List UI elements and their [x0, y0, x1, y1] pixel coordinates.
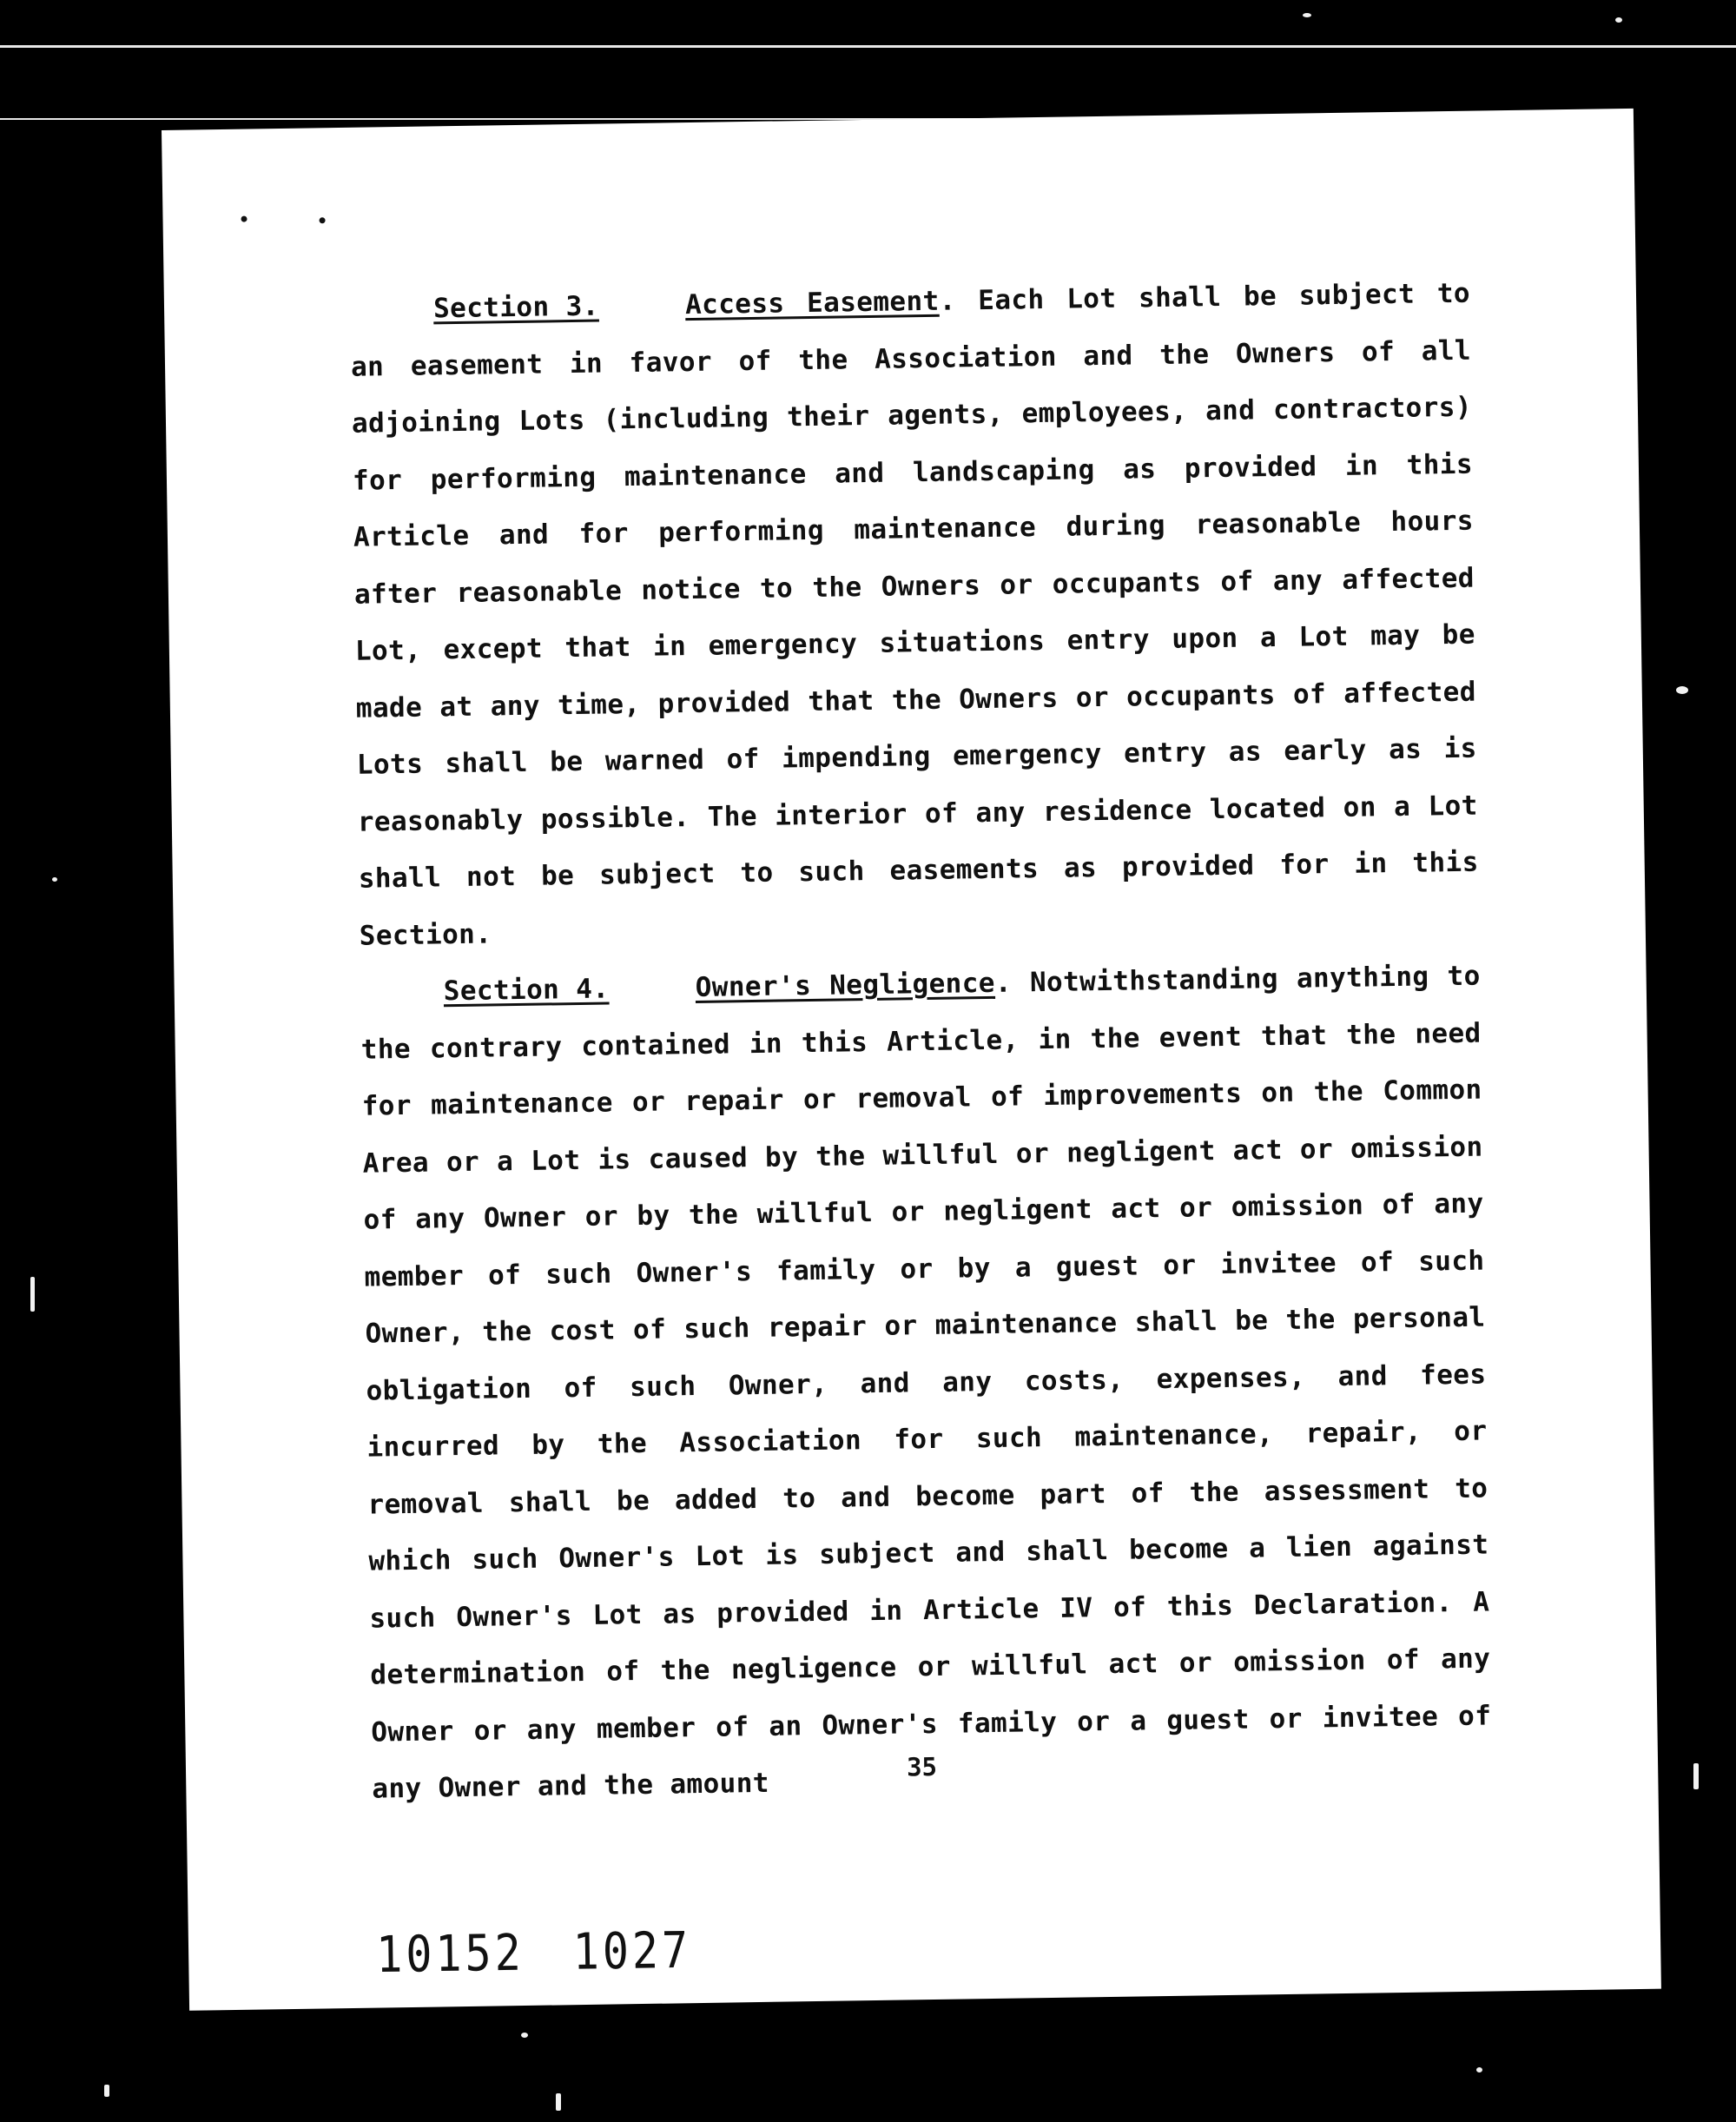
section-body: . Each Lot shall be subject to an easement in favor of the Association and the Owners of all adjoining Lots (including their agents, employees, and contractors) for performing maintenance and landscaping as provided in this Article and for performing maintenance during reasonable hours after reasonable notice to the Owners or occupants of any affected Lot, except that in emergency situations entry upon a Lot may be made at any time, provided that the Owners or occupants of affected Lots shall be warned of impending emergency entry as early as is reasonably possible. The interior of any residence located on a Lot shall not be subject to such easements as provided for in this Section.	[350, 277, 1479, 952]
section-4-paragraph	[360, 949, 1492, 1819]
scan-speck	[521, 2033, 528, 2038]
scan-speck	[1303, 13, 1311, 17]
scan-speck	[1693, 1763, 1699, 1789]
section-title: Access Easement	[684, 285, 940, 321]
stamp-page-number: 1027	[572, 1920, 692, 1981]
scan-speck	[104, 2085, 109, 2097]
scan-speck	[556, 2093, 561, 2111]
scan-speck	[1476, 2067, 1482, 2072]
document-page	[162, 109, 1661, 2011]
scan-speck	[1615, 17, 1622, 23]
section-number: Section 4.	[443, 973, 610, 1008]
section-title: Owner's Negligence	[695, 967, 996, 1003]
scan-speck	[30, 1277, 35, 1312]
page-mark	[241, 216, 247, 222]
stamp-book-number: 10152	[375, 1923, 525, 1984]
scan-border-line	[0, 45, 1736, 48]
scan-speck	[52, 877, 57, 882]
document-body	[350, 266, 1493, 1818]
recording-stamp	[376, 1921, 692, 1984]
section-number: Section 3.	[432, 290, 599, 325]
scan-speck	[1676, 686, 1688, 694]
page-number: 35	[906, 1751, 938, 1782]
section-3-paragraph	[350, 266, 1481, 965]
page-mark	[320, 217, 326, 223]
section-body: . Notwithstanding anything to the contrary contained in this Article, in the event that the need for maintenance or repair or removal of improvements on the Common Area or a Lot is caused by the willful or negligent act or omission of any Owner or by the willful or negligent act or omission of any member of such Owner's family or by a guest or invitee of such Owner, the cost of such repair or maintenance shall be the personal obligation of such Owner, and any costs, expenses, and fees incurred by the Association for such maintenance, repair, or removal shall be added to and become part of the assessment to which such Owner's Lot is subject and shall become a lien against such Owner's Lot as provided in Article IV of this Declaration. A determination of the negligence or willful act or omission of any Owner or any member of an Owner's family or a guest or invitee of any Owner and the amount	[360, 960, 1492, 1805]
